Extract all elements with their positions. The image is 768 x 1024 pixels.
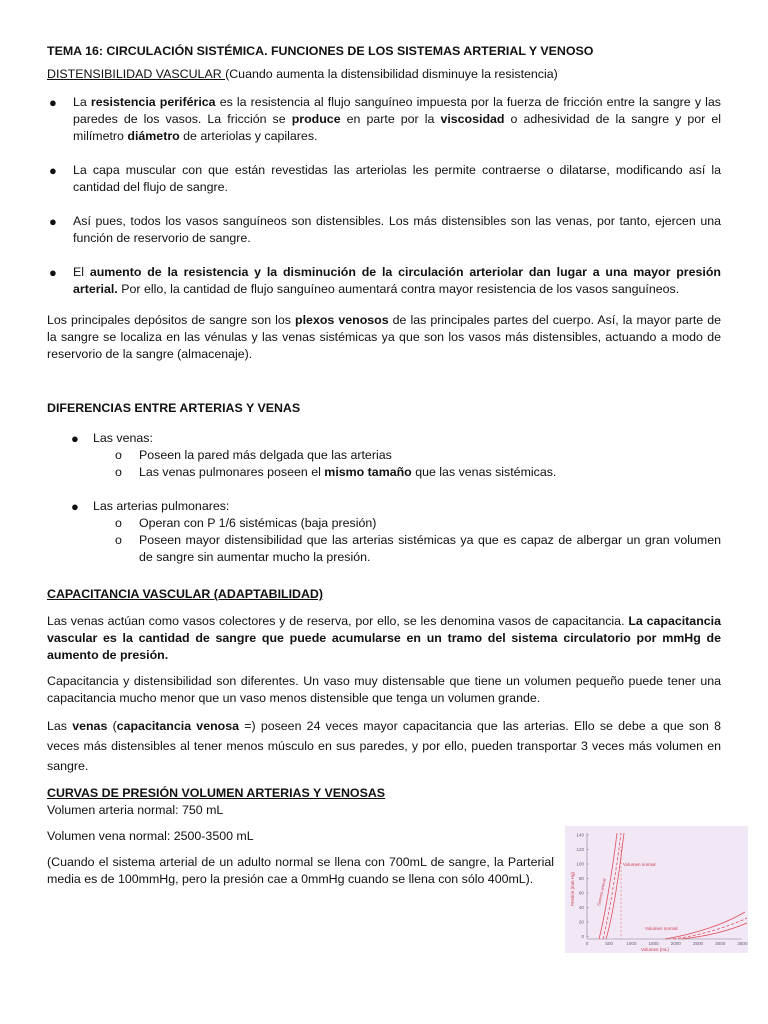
text: es la resistencia al flujo sanguíneo impuesta por la fuerza de fricción entre la sangre y las paredes de los vasos. La fricción se bbox=[73, 95, 721, 126]
text: Las venas: bbox=[93, 431, 153, 445]
text: Las venas pulmonares poseen el bbox=[139, 465, 325, 479]
text: de arteriolas y capilares. bbox=[179, 129, 318, 143]
curve-venous-3 bbox=[681, 923, 747, 939]
distensibilidad-heading-line bbox=[47, 66, 721, 83]
bold-text: diámetro bbox=[127, 129, 180, 143]
distensibilidad-note: (Cuando aumenta la distensibilidad disminuye la resistencia) bbox=[225, 67, 558, 81]
capacitancia-heading: CAPACITANCIA VASCULAR (ADAPTABILIDAD) bbox=[47, 587, 324, 601]
y-tick-label: 140 bbox=[576, 832, 584, 838]
text: Poseen mayor distensibilidad que las arterias sistémicas ya que es capaz de albergar un gran volumen de sangre sin aumentar mucho la presión. bbox=[139, 533, 721, 564]
text: que las venas sistémicas. bbox=[411, 465, 557, 479]
y-tick-label: 60 bbox=[578, 890, 584, 896]
bold-text: capacitancia venosa bbox=[116, 719, 240, 733]
pressure-volume-figure bbox=[565, 826, 748, 953]
bullet-resistencia bbox=[47, 94, 721, 145]
distensibilidad-heading: DISTENSIBILIDAD VASCULAR bbox=[47, 67, 226, 81]
bullet-dot-icon: ● bbox=[49, 265, 57, 280]
paragraph-plexos bbox=[47, 312, 721, 363]
curvas-heading: CURVAS DE PRESIÓN VOLUMEN ARTERIAS Y VENOSAS bbox=[47, 786, 386, 800]
circle-bullet-icon: o bbox=[115, 448, 122, 462]
x-tick-label: 1000 bbox=[626, 941, 637, 946]
text: Las bbox=[47, 719, 73, 733]
paragraph-capacitancia-2: Capacitancia y distensibilidad son diferentes. Un vaso muy distensable que tiene un volumen pequeño puede tener una capacitancia mucho menor que un vaso menos distensible que tenga un volumen grande. bbox=[47, 674, 721, 705]
y-tick-label: 80 bbox=[578, 876, 584, 881]
volumen-vena: Volumen vena normal: 2500-3500 mL bbox=[47, 829, 254, 843]
bullet-dot-icon: ● bbox=[49, 214, 57, 229]
y-tick-label: 100 bbox=[576, 861, 584, 867]
bullet-dot-icon: ● bbox=[49, 95, 57, 110]
bold-text: resistencia periférica bbox=[90, 95, 216, 109]
circle-bullet-icon: o bbox=[115, 533, 122, 547]
text: o adhesividad de la sangre y por el milímetro bbox=[73, 112, 721, 143]
x-tick-label: 3500 bbox=[737, 941, 748, 946]
bold-text: venas bbox=[72, 719, 108, 733]
text: La capa muscular con que están revestidas las arteriolas les permite contraerse o dilatarse, modificando así la cantidad del flujo de sangre. bbox=[73, 163, 721, 194]
arterial-side-label: Sistema arterial bbox=[596, 877, 607, 907]
x-tick-label: 2000 bbox=[670, 941, 681, 946]
pressure-volume-chart bbox=[565, 826, 748, 953]
bold-text: mismo tamaño bbox=[324, 465, 412, 479]
x-tick-label: 3000 bbox=[715, 941, 726, 946]
text: Así pues, todos los vasos sanguíneos son distensibles. Los más distensibles son las venas, por tanto, ejercen una función de reservorio de sangre. bbox=[73, 214, 721, 245]
bullet-venas bbox=[47, 430, 721, 447]
text: ( bbox=[107, 719, 117, 733]
text: =) poseen 24 veces mayor capacitancia que las arterias. Ello se debe a que son 8 veces más distensibles al tener menos músculo en sus paredes, y por ello, pueden transportar 3 veces más volumen en sangre. bbox=[47, 719, 722, 773]
sub-arterias-distensibilidad bbox=[47, 532, 721, 566]
bold-text: La capacitancia vascular es la cantidad de sangre que puede acumularse en un tramo del sistema circulatorio por mmHg de aumento de presión. bbox=[47, 614, 721, 662]
text: Las venas actúan como vasos colectores y de reserva, por ello, se les denomina vasos de capacitancia. bbox=[47, 614, 629, 628]
bullet-dot-icon: ● bbox=[71, 431, 79, 446]
document-page bbox=[47, 40, 721, 888]
paragraph-capacitancia-1 bbox=[47, 613, 721, 664]
bold-text: aumento de la resistencia y la disminución de la circulación arteriolar dan lugar a una mayor presión arterial. bbox=[73, 265, 721, 296]
x-tick-labels bbox=[586, 941, 748, 946]
bullet-arterias-pulmonares bbox=[47, 498, 721, 515]
document-title: TEMA 16: CIRCULACIÓN SISTÉMICA. FUNCIONES DE LOS SISTEMAS ARTERIAL Y VENOSO bbox=[47, 44, 594, 58]
y-axis-label: Presión (mm Hg) bbox=[570, 871, 575, 906]
text: en parte por la bbox=[340, 112, 441, 126]
text: Poseen la pared más delgada que las arterias bbox=[139, 448, 392, 462]
bullet-dot-icon: ● bbox=[49, 163, 57, 178]
y-tick-label: 120 bbox=[576, 847, 584, 852]
circle-bullet-icon: o bbox=[115, 516, 122, 530]
bold-text: viscosidad bbox=[440, 112, 505, 126]
arterial-normal-label: Volumen normal bbox=[623, 862, 656, 867]
curve-venous-2 bbox=[673, 918, 747, 939]
text: Las arterias pulmonares: bbox=[93, 499, 230, 513]
text: de las principales partes del cuerpo. Así, la mayor parte de la sangre se localiza en las vénulas y las venas sistémicas ya que son los vasos más distensibles, actuando a modo de reservorio de la sangre (almacenaje). bbox=[47, 313, 722, 361]
text: Los principales depósitos de sangre son los bbox=[47, 313, 296, 327]
venous-normal-label: Volumen normal bbox=[645, 926, 678, 931]
text: La bbox=[73, 95, 91, 109]
curves bbox=[599, 833, 747, 939]
sub-venas-pulmonares bbox=[47, 464, 721, 481]
bullet-capa-muscular bbox=[47, 162, 721, 196]
bullet-aumento-resistencia bbox=[47, 264, 721, 298]
text: Por ello, la cantidad de flujo sanguíneo aumentará contra mayor resistencia de los vasos sanguíneos. bbox=[117, 282, 680, 296]
circle-bullet-icon: o bbox=[115, 465, 122, 479]
bold-text: plexos venosos bbox=[295, 313, 389, 327]
nota-sistema-arterial: (Cuando el sistema arterial de un adulto normal se llena con 700mL de sangre, la Parterial media es de 100mmHg, pero la presión cae a 0mmHg cuando se llena con sólo 400mL). bbox=[47, 855, 554, 886]
x-tick-label: 0 bbox=[585, 941, 589, 946]
x-tick-label: 2500 bbox=[692, 941, 704, 946]
bold-text: produce bbox=[291, 112, 341, 126]
bullet-distensibles bbox=[47, 213, 721, 247]
bullet-dot-icon: ● bbox=[71, 499, 79, 514]
y-tick-label: 40 bbox=[578, 905, 584, 910]
sub-venas-pared bbox=[47, 447, 721, 464]
diferencias-heading: DIFERENCIAS ENTRE ARTERIAS Y VENAS bbox=[47, 401, 301, 415]
x-axis-label: Volumen (mL) bbox=[641, 947, 670, 952]
x-tick-label: 1500 bbox=[648, 941, 659, 946]
sub-arterias-presion bbox=[47, 515, 721, 532]
text: Operan con P 1/6 sistémicas (baja presión) bbox=[139, 516, 377, 530]
volumen-arteria: Volumen arteria normal: 750 mL bbox=[47, 803, 224, 817]
text: El bbox=[73, 265, 90, 279]
paragraph-capacitancia-3 bbox=[47, 716, 721, 776]
y-tick-label: 0 bbox=[581, 934, 584, 939]
curve-arterial-2 bbox=[603, 833, 621, 939]
y-tick-label: 20 bbox=[578, 919, 584, 925]
x-tick-label: 500 bbox=[605, 941, 614, 946]
